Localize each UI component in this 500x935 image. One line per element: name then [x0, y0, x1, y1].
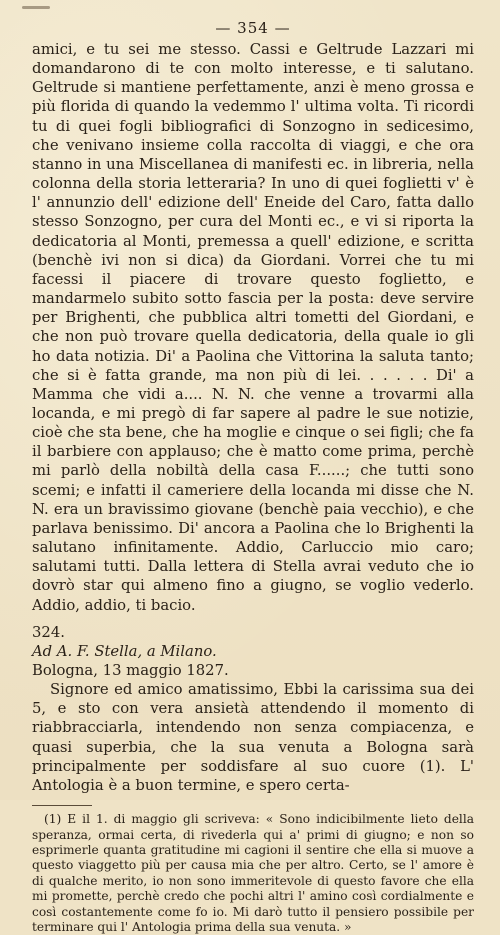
- letter-addressee: Ad A. F. Stella, a Milano.: [32, 642, 217, 660]
- footnote: (1) E il 1. di maggio gli scriveva: « Sono indicibilmente lieto della speranza, ormai certa, di rivederla qui a' primi di giugno; e non so esprimerle quanta gratitudine mi cagioni il sentire che ella si muove a questo viaggetto più per causa mia che per altro. Certo, se l' amore è di qualche merito, io non sono immeritevole di questo favore che ella mi promette, perchè credo che pochi altri l' amino così cordialmente e così costantemente come fo io. Mi darò tutto il pensiero possibile per terminare qui l' Antologia prima della sua venuta. »: [32, 812, 474, 934]
- letter-opening: Signore ed amico amatissimo, Ebbi la carissima sua dei 5, e sto con vera ansietà attendendo il momento di riabbracciarla, intendendo non senza compiacenza, e quasi superbia, che la sua venuta a Bologna sarà principalmente per soddisfare al suo cuore (1). L' Antologia è a buon termine, e spero certa-: [32, 681, 474, 794]
- ink-smudge: [22, 6, 50, 9]
- letter-number: 324.: [32, 623, 65, 641]
- footnote-divider: [32, 805, 92, 806]
- body-text: [32, 40, 474, 795]
- letter-header: [32, 623, 474, 680]
- paragraph-continuation: amici, e tu sei me stesso. Cassi e Geltrude Lazzari mi domandarono di te con molto interesse, e ti salutano. Geltrude si mantiene perfettamente, anzi è meno grossa e più florida di quando la vedemmo l' ultima volta. Ti ricordi tu di quei fogli bibliografici di Sonzogno in sedicesimo, che venivano insieme colla raccolta di viaggi, e che ora stanno in una Miscellanea di manifesti ec. in libreria, nella colonna della storia letteraria? In uno di quei foglietti v' è l' annunzio dell' edizione dell' Eneide del Caro, fatta dallo stesso Sonzogno, per cura del Monti ec., e vi si riporta la dedicatoria al Monti, premessa a quell' edizione, e scritta (benchè ivi non si dica) da Giordani. Vorrei che tu mi facessi il piacere di trovare questo foglietto, e mandarmelo subito sotto fascia per la posta: deve servire per Brighenti, che pubblica altri tometti del Giordani, e che non può trovare quella dedicatoria, della quale io gli ho data notizia. Di' a Paolina che Vittorina la saluta tanto; che si è fatta grande, ma non più di lei. . . . . . Di' a Mamma che vidi a.... N. N. che venne a trovarmi alla locanda, e mi pregò di far sapere al padre le sue notizie, cioè che sta bene, che ha moglie e cinque o sei figli; che fa il barbiere con applauso; che è matto come prima, perchè mi parlò della nobiltà della casa F......; che tutti sono scemi; e infatti il cameriere della locanda mi disse che N. N. era un bravissimo giovane (benchè paia vecchio), e che parlava benissimo. Di' ancora a Paolina che lo Brighenti la salutano infinitamente. Addio, Carluccio mio caro; salutami tutti. Dalla lettera di Stella avrai veduto che io dovrò star qui almeno fino a giugno, se voglio vederlo. Addio, addio, ti bacio.: [32, 41, 474, 614]
- page-number: — 354 —: [215, 19, 291, 37]
- letter-dateline: Bologna, 13 maggio 1827.: [32, 662, 229, 679]
